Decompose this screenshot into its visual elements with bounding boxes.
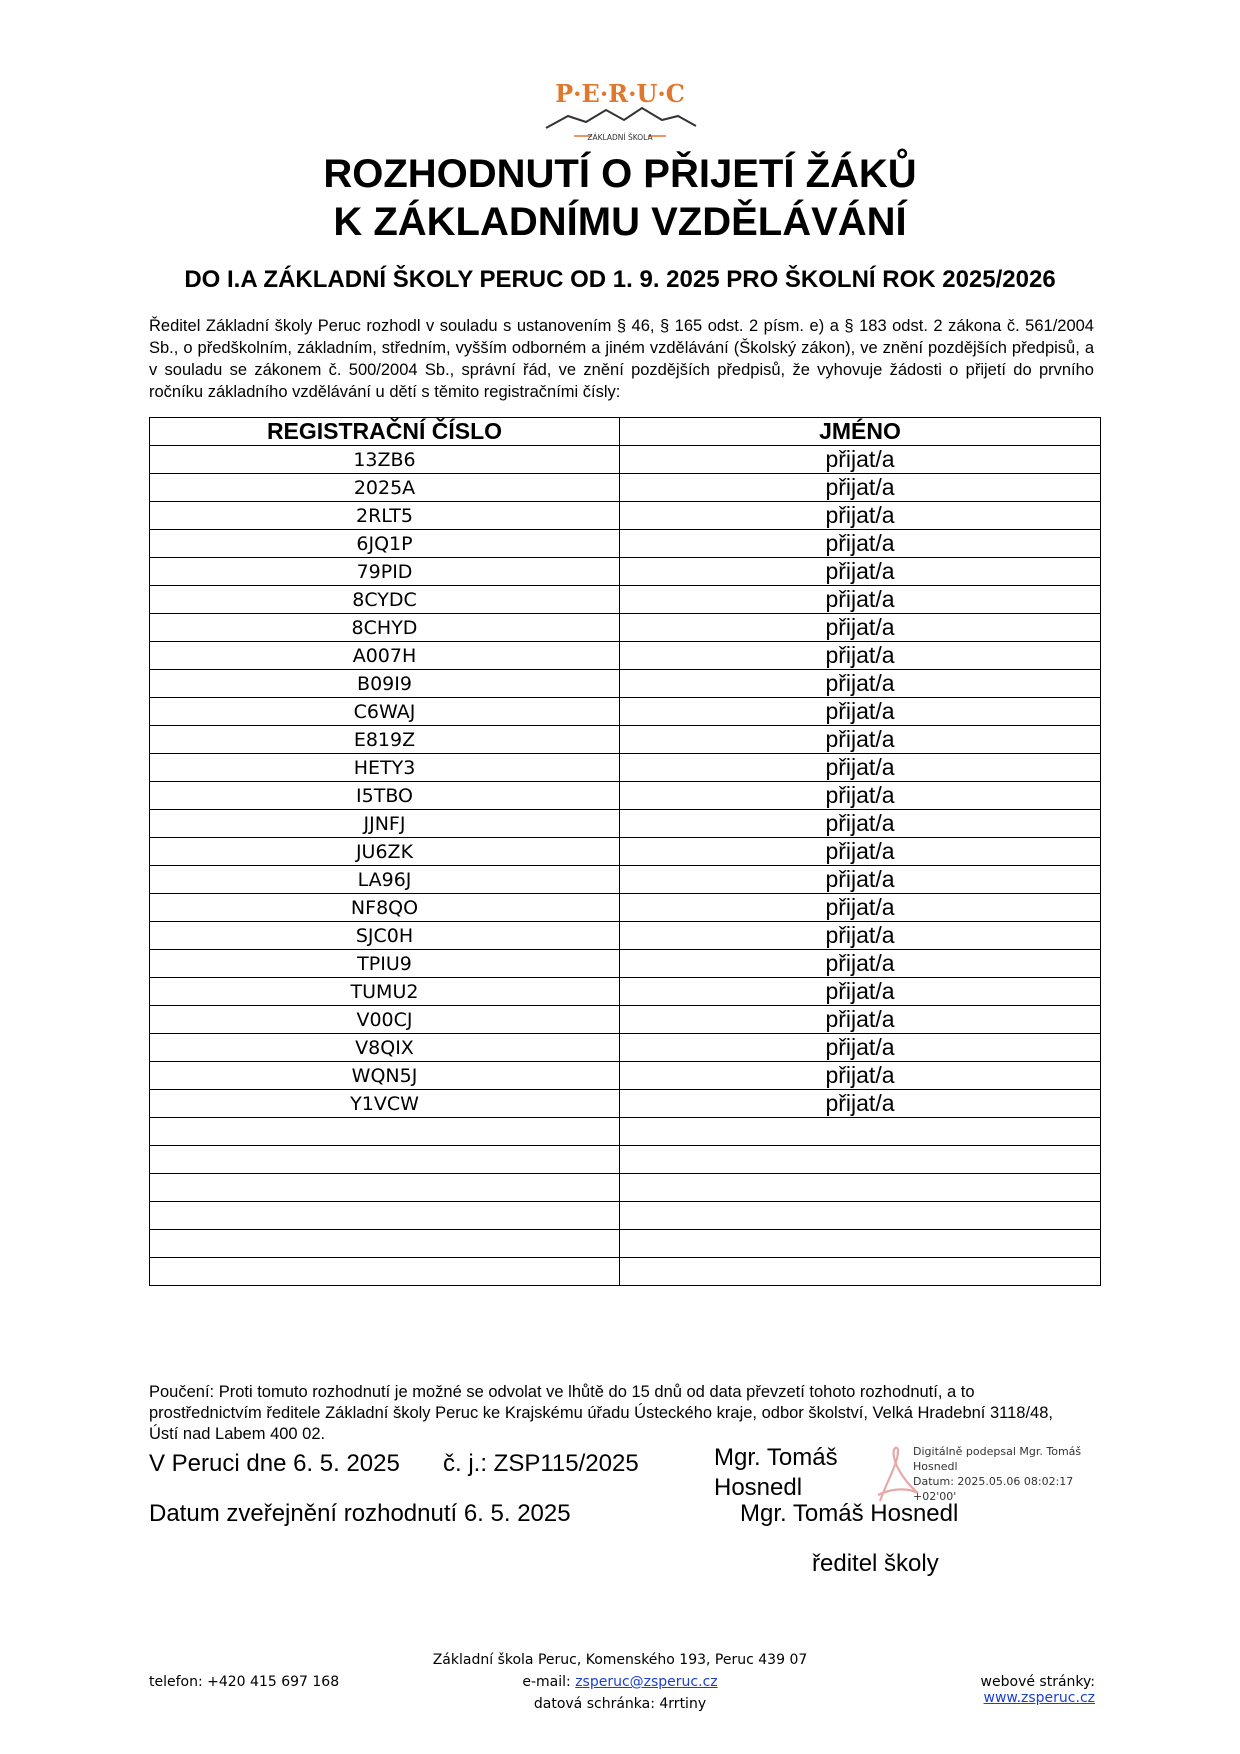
status-cell: přijat/a [620,922,1101,950]
registration-number-cell: E819Z [150,726,620,754]
table-row [150,922,1101,950]
appeal-notice: Poučení: Proti tomuto rozhodnutí je možné se odvolat ve lhůtě do 15 dnů od data převzetí tohoto rozhodnutí, a to prostřednictvím ředitele Základní školy Peruc ke Krajskému úřadu Ústeckého kraje, odbor školství, Velká Hradební 3118/48, Ústí nad Labem 400 02. [149,1383,1053,1443]
status-cell: přijat/a [620,838,1101,866]
table-header-row [150,418,1101,446]
table-row [150,530,1101,558]
table-row [150,866,1101,894]
registration-number-cell: SJC0H [150,922,620,950]
registration-number-cell: LA96J [150,866,620,894]
place-date: V Peruci dne 6. 5. 2025 [149,1450,400,1477]
logo-mountains [546,108,696,128]
status-cell: přijat/a [620,782,1101,810]
table-row [150,1230,1101,1258]
footer-web [870,1674,1095,1706]
status-cell: přijat/a [620,1034,1101,1062]
registration-number-cell: 2RLT5 [150,502,620,530]
footer-email [370,1674,870,1690]
table-row [150,502,1101,530]
registration-number-cell: 6JQ1P [150,530,620,558]
signature-role: ředitel školy [812,1550,939,1577]
status-cell [620,1230,1101,1258]
intro-paragraph: Ředitel Základní školy Peruc rozhodl v souladu s ustanovením § 46, § 165 odst. 2 písm. e) a § 183 odst. 2 zákona č. 561/2004 Sb., o předškolním, základním, středním, vyšším odborném a jiném vzdělávání (Školský zákon), ve znění pozdějších předpisů, a v souladu se zákonem č. 500/2004 Sb., správní řád, ve znění pozdějších předpisů, že vyhovuje žádosti o přijetí do prvního ročníku základního vzdělávání u dětí s těmito registračními čísly: [149,317,1094,401]
footer-email-link[interactable]: zsperuc@zsperuc.cz [575,1674,718,1690]
table-row [150,1118,1101,1146]
digital-signature-info [913,1444,1098,1504]
status-cell: přijat/a [620,614,1101,642]
status-cell: přijat/a [620,698,1101,726]
registration-number-cell: 8CYDC [150,586,620,614]
status-cell: přijat/a [620,866,1101,894]
status-cell: přijat/a [620,530,1101,558]
table-row [150,1006,1101,1034]
registration-number-cell [150,1118,620,1146]
table-row [150,1062,1101,1090]
table-row [150,950,1101,978]
registration-number-cell: B09I9 [150,670,620,698]
status-cell: přijat/a [620,810,1101,838]
table-row [150,586,1101,614]
registration-number-cell: V00CJ [150,1006,620,1034]
title-line-1: ROZHODNUTÍ O PŘIJETÍ ŽÁKŮ [323,152,917,196]
status-cell [620,1146,1101,1174]
status-cell [620,1174,1101,1202]
registration-number-cell [150,1146,620,1174]
registration-number-cell: JU6ZK [150,838,620,866]
table-row [150,754,1101,782]
logo-subtext: ZÁKLADNÍ ŠKOLA [587,133,653,142]
reference-number: č. j.: ZSP115/2025 [443,1450,639,1477]
footer-web-link[interactable]: www.zsperuc.cz [983,1690,1095,1706]
status-cell: přijat/a [620,894,1101,922]
table-row [150,1146,1101,1174]
status-cell [620,1118,1101,1146]
status-cell: přijat/a [620,726,1101,754]
digital-signature-signer: Digitálně podepsal Mgr. Tomáš Hosnedl [913,1445,1082,1473]
table-row [150,642,1101,670]
status-cell: přijat/a [620,558,1101,586]
registration-number-cell: HETY3 [150,754,620,782]
registration-number-cell: JJNFJ [150,810,620,838]
table-row [150,726,1101,754]
registration-number-cell [150,1174,620,1202]
table-row [150,1090,1101,1118]
table-row [150,894,1101,922]
footer-databox: datová schránka: 4rrtiny [533,1696,707,1712]
status-cell: přijat/a [620,446,1101,474]
registration-number-cell: 79PID [150,558,620,586]
registration-number-cell: NF8QO [150,894,620,922]
registration-number-cell: TUMU2 [150,978,620,1006]
status-cell: přijat/a [620,474,1101,502]
registration-number-cell: WQN5J [150,1062,620,1090]
table-row [150,978,1101,1006]
registration-number-cell [150,1230,620,1258]
table-row [150,670,1101,698]
signature-name: Mgr. Tomáš Hosnedl [714,1444,838,1501]
footer-phone: telefon: +420 415 697 168 [149,1674,340,1690]
status-cell [620,1202,1101,1230]
registration-number-cell: 2025A [150,474,620,502]
header-registration-number: REGISTRAČNÍ ČÍSLO [150,418,620,446]
registration-number-cell: 8CHYD [150,614,620,642]
publish-date: Datum zveřejnění rozhodnutí 6. 5. 2025 [149,1500,571,1527]
title-line-2: K ZÁKLADNÍMU VZDĚLÁVÁNÍ [333,200,907,244]
footer-address: Základní škola Peruc, Komenského 193, Peruc 439 07 [432,1652,808,1668]
registration-number-cell: C6WAJ [150,698,620,726]
digital-signature-date: Datum: 2025.05.06 08:02:17 +02'00' [913,1475,1074,1503]
table-row [150,1202,1101,1230]
footer-web-label: webové stránky: [980,1674,1095,1690]
table-row [150,698,1101,726]
table-row [150,810,1101,838]
footer-email-label: e-mail: [522,1674,576,1690]
status-cell: přijat/a [620,1006,1101,1034]
status-cell: přijat/a [620,502,1101,530]
registration-number-cell: 13ZB6 [150,446,620,474]
status-cell: přijat/a [620,1090,1101,1118]
status-cell: přijat/a [620,1062,1101,1090]
registration-number-cell: I5TBO [150,782,620,810]
status-cell: přijat/a [620,754,1101,782]
table-row [150,1174,1101,1202]
status-cell: přijat/a [620,978,1101,1006]
registration-number-cell [150,1202,620,1230]
table-row [150,614,1101,642]
subtitle: DO I.A ZÁKLADNÍ ŠKOLY PERUC OD 1. 9. 2025 PRO ŠKOLNÍ ROK 2025/2026 [184,266,1056,293]
status-cell [620,1258,1101,1286]
registration-number-cell: TPIU9 [150,950,620,978]
table-row [150,838,1101,866]
registration-table [149,417,1101,1286]
table-row [150,558,1101,586]
table-row [150,782,1101,810]
school-logo [540,76,700,146]
registration-number-cell: V8QIX [150,1034,620,1062]
table-row [150,446,1101,474]
registration-number-cell: Y1VCW [150,1090,620,1118]
registration-number-cell [150,1258,620,1286]
status-cell: přijat/a [620,670,1101,698]
table-row [150,1258,1101,1286]
status-cell: přijat/a [620,642,1101,670]
status-cell: přijat/a [620,586,1101,614]
signature-printed-name: Mgr. Tomáš Hosnedl [740,1500,959,1527]
status-cell: přijat/a [620,950,1101,978]
header-name: JMÉNO [620,418,1101,446]
table-row [150,474,1101,502]
table-row [150,1034,1101,1062]
logo-text: P·E·R·U·C [555,79,685,108]
registration-number-cell: A007H [150,642,620,670]
